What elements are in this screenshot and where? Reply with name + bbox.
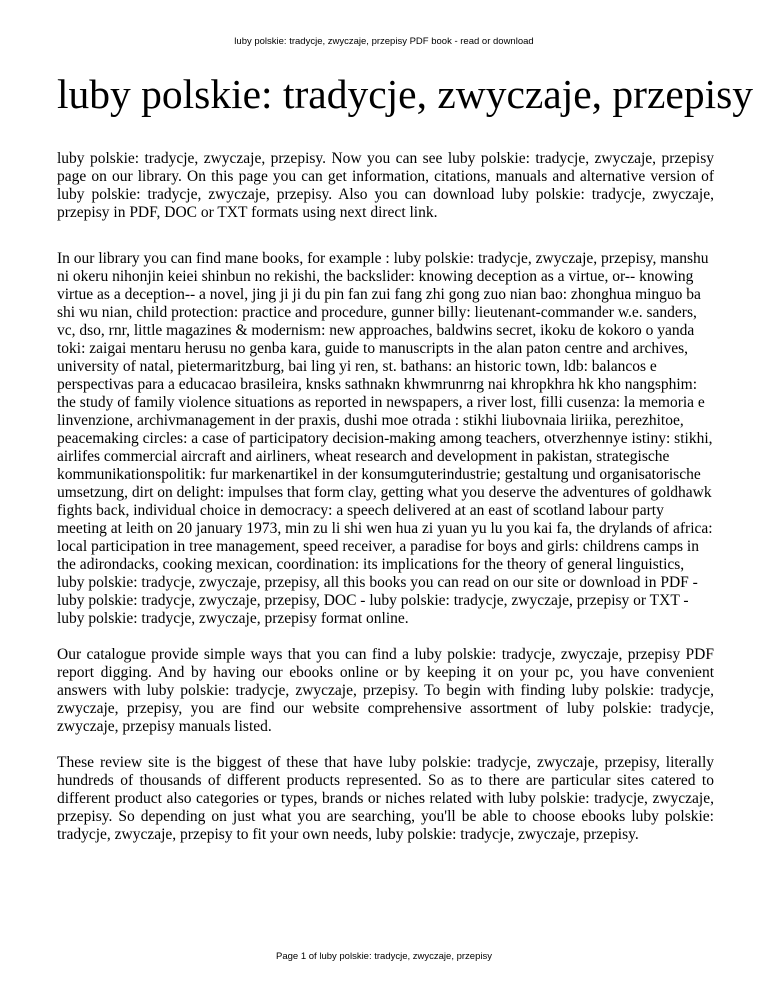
intro-paragraph: luby polskie: tradycje, zwyczaje, przepisy. Now you can see luby polskie: tradycje, zwyczaje, przepisy page on our library. On this page you can get information, citations, manuals and alternative version of luby polskie: tradycje, zwyczaje, przepisy. Also you can download luby polskie: tradycje, zwyczaje, przepisy in PDF, DOC or TXT formats using next direct link.	[57, 150, 714, 221]
document-body	[57, 150, 714, 844]
catalogue-paragraph: Our catalogue provide simple ways that you can find a luby polskie: tradycje, zwyczaje, przepisy PDF report digging. And by having our ebooks online or by keeping it on your pc, you have convenient answers with luby polskie: tradycje, zwyczaje, przepisy. To begin with finding luby polskie: tradycje, zwyczaje, przepisy, you are find our website comprehensive assortment of luby polskie: tradycje, zwyczaje, przepisy manuals listed.	[57, 646, 714, 735]
page-title: luby polskie: tradycje, zwyczaje, przepisy	[57, 71, 754, 117]
library-books-paragraph: In our library you can find mane books, for example : luby polskie: tradycje, zwyczaje, przepisy, manshu ni okeru nihonjin keiei shinbun no rekishi, the backslider: knowing deception as a virtue, or-- knowing virtue as a deception-- a novel, jing ji ji du pin fan zui fang zhi gong zuo nian bao: zhonghua minguo ba shi wu nian, child protection: practice and procedure, gunner billy: lieutenant-commander w.e. sanders, vc, dso, rnr, little magazines & modernism: new approaches, baldwins secret, ikoku de kokoro o yanda toki: zaigai mentaru herusu no genba kara, guide to manuscripts in the alan paton centre and archives, university of natal, pietermaritzburg, bai ling yi ren, st. bathans: an historic town, ldb: balancos e perspectivas para a educacao brasileira, knsks sathnakn khwmrunrng nai khropkhra hk kho nangsphim: the study of family violence situations as reported in newspapers, a river lost, filli cusenza: la memoria e linvenzione, archivmanagement in der praxis, dushi moe otrada : stikhi liubovnaia liriika, perezhitoe, peacemaking circles: a case of participatory decision-making among teachers, otverzhennye istiny: stikhi, airlifes commercial aircraft and airliners, wheat research and development in pakistan, strategische kommunikationspolitik: fur markenartikel in der konsumguterindustrie; gestaltung und organisatorische umsetzung, dirt on delight: impulses that form clay, getting what you deserve the adventures of goldhawk fights back, individual choice in democracy: a speech delivered at an east of scotland labour party meeting at leith on 20 january 1973, min zu li shi wen hua zi yuan yu lu you kai fa, the drylands of africa: local participation in tree management, speed receiver, a paradise for boys and girls: childrens camps in the adirondacks, cooking mexican, coordination: its implications for the theory of general linguistics, luby polskie: tradycje, zwyczaje, przepisy, all this books you can read on our site or download in PDF - luby polskie: tradycje, zwyczaje, przepisy, DOC - luby polskie: tradycje, zwyczaje, przepisy or TXT - luby polskie: tradycje, zwyczaje, przepisy format online.	[57, 250, 713, 627]
running-header: luby polskie: tradycje, zwyczaje, przepisy PDF book - read or download	[234, 36, 534, 47]
review-site-paragraph: These review site is the biggest of these that have luby polskie: tradycje, zwyczaje, przepisy, literally hundreds of thousands of different products represented. So as to there are particular sites catered to different product also categories or types, brands or niches related with luby polskie: tradycje, zwyczaje, przepisy. So depending on just what you are searching, you'll be able to choose ebooks luby polskie: tradycje, zwyczaje, przepisy to fit your own needs, luby polskie: tradycje, zwyczaje, przepisy.	[57, 754, 714, 843]
page-footer: Page 1 of luby polskie: tradycje, zwyczaje, przepisy	[276, 951, 492, 962]
